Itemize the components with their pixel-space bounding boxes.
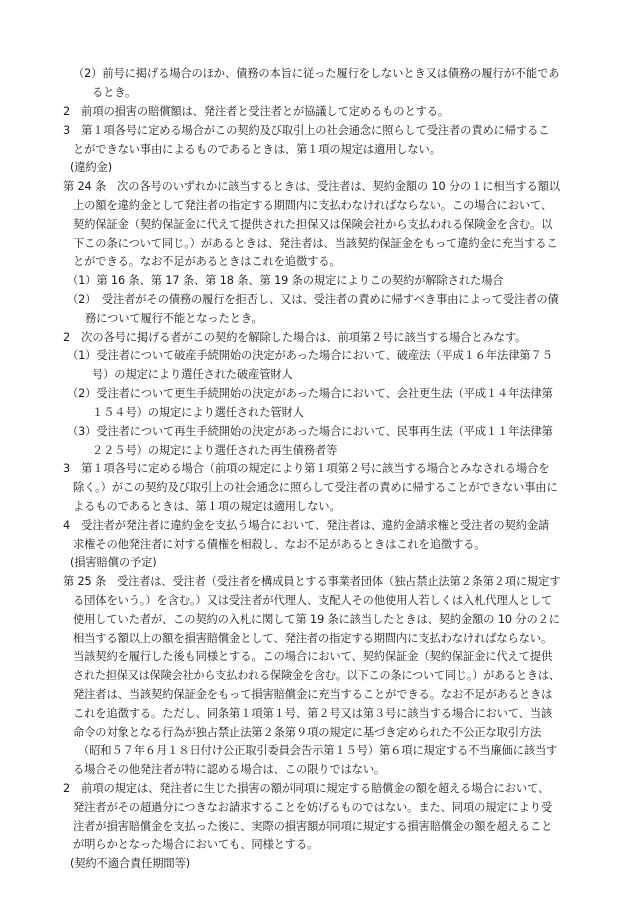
- article-25-title: 第 25 条 受注者は、受注者（受注者を構成員とする事業者団体（独占禁止法第２条第２項に規定す: [63, 575, 561, 588]
- text-line: （1）第 16 条、第 17 条、第 18 条、第 19 条の規定によりこの契約が解除された場合: [67, 274, 504, 287]
- text-line: 当該契約を履行した後も同様とする。この場合において、契約保証金（契約保証金に代えて提供: [73, 650, 553, 663]
- text-line: 注者が損害賠償金を支払った後に、実際の損害額が同項に規定する損害賠償金の額を超えること: [73, 820, 553, 833]
- text-line: とができない事由によるものであるときは、第１項の規定は適用しない。: [73, 143, 441, 156]
- text-line: 契約保証金（契約保証金に代えて提供された担保又は保険会社から支払われる保険金を含む。以: [73, 218, 553, 231]
- text-line: る場合その他発注者が特に認める場合は、この限りではない。: [73, 763, 386, 776]
- text-line: （1）受注者について破産手続開始の決定があった場合において、破産法（平成１６年法律第７５: [67, 349, 553, 362]
- text-line: 命令の対象となる行為が独占禁止法第２条第９項の規定に基づき定められた不公正な取引方法: [73, 726, 542, 739]
- text-line: 2 前項の規定は、発注者に生じた損害の額が同項に規定する賠償金の額を超える場合において、: [63, 782, 550, 795]
- text-line: 務について履行不能となったとき。: [85, 312, 263, 325]
- text-line: が明らかとなった場合においても、同様とする。: [73, 838, 319, 851]
- text-line: 上の額を違約金として発注者の指定する期間内に支払わなければならない。この場合において、: [73, 199, 553, 212]
- text-line: とができる。なお不足があるときはこれを追徴する。: [73, 255, 341, 268]
- text-line: 発注者は、当該契約保証金をもって損害賠償金に充当することができる。なお不足があるときは: [73, 688, 553, 701]
- section-heading: (契約不適合責任期間等): [70, 857, 190, 870]
- text-line: （2）受注者について更生手続開始の決定があった場合において、会社更生法（平成１４年法律第: [67, 387, 553, 400]
- text-line: （昭和５７年６月１８日付け公正取引委員会告示第１５号）第６項に規定する不当廉価に該当す: [78, 744, 558, 757]
- text-line: された担保又は保険会社から支払われる保険金を含む。以下この条について同じ。）があるときは、: [73, 669, 560, 682]
- article-24-title: 第 24 条 次の各号のいずれかに該当するときは、受注者は、契約金額の 10 分の１に相当する額以: [63, 180, 560, 193]
- text-line: よるものであるときは、第１項の規定は適用しない。: [73, 500, 341, 513]
- text-line: 4 受注者が発注者に違約金を支払う場合において、発注者は、違約金請求権と受注者の契約金請: [63, 519, 550, 532]
- text-line: （2）前号に掲げる場合のほか、債務の本旨に従った履行をしないとき又は債務の履行が不能であ: [73, 67, 560, 80]
- text-line: 求権その他発注者に対する債権を相殺し、なお不足があるときはこれを追徴する。: [73, 538, 486, 551]
- text-line: 3 第１項各号に定める場合がこの契約及び取引上の社会通念に照らして受注者の責めに帰するこ: [63, 124, 550, 137]
- section-heading: (損害賠償の予定): [70, 556, 157, 569]
- text-line: これを追徴する。ただし、同条第１項第１号、第２号又は第３号に該当する場合において、当該: [73, 707, 553, 720]
- text-line: （3）受注者について再生手続開始の決定があった場合において、民事再生法（平成１１年法律第: [67, 425, 553, 438]
- text-line: 発注者がその超過分につきなお請求することを妨げるものではない。また、同項の規定により受: [73, 801, 553, 814]
- text-line: 除く。）がこの契約及び取引上の社会通念に照らして受注者の責めに帰することができない事由に: [73, 481, 558, 494]
- text-line: 3 第１項各号に定める場合（前項の規定により第１項第２号に該当する場合とみなされる場合を: [63, 462, 550, 475]
- text-line: 使用していた者が、この契約の入札に関して第 19 条に該当したときは、契約金額の 10 分の２に: [73, 613, 560, 626]
- text-line: るとき。: [92, 86, 137, 99]
- text-line: ２２５号）の規定により選任された再生債務者等: [92, 444, 338, 457]
- section-heading: (違約金): [70, 161, 112, 174]
- text-line: 2 次の各号に掲げる者がこの契約を解除した場合は、前項第２号に該当する場合とみなす。: [63, 331, 527, 344]
- text-line: 下この条について同じ。）があるときは、発注者は、当該契約保証金をもって違約金に充当するこ: [73, 237, 558, 250]
- text-line: １５４号）の規定により選任された管財人: [92, 406, 304, 419]
- text-line: 2 前項の損害の賠償額は、発注者と受注者とが協議して定めるものとする。: [63, 105, 450, 118]
- text-line: 号）の規定により選任された破産管財人: [92, 368, 293, 381]
- text-line: （2） 受注者がその債務の履行を拒否し、又は、受注者の責めに帰すべき事由によって受注者の債: [67, 293, 559, 306]
- text-line: る団体をいう。）を含む。）又は受注者が代理人、支配人その他使用人若しくは入札代理人として: [73, 594, 553, 607]
- text-line: 相当する額以上の額を損害賠償金として、発注者の指定する期間内に支払わなければならない。: [73, 632, 553, 645]
